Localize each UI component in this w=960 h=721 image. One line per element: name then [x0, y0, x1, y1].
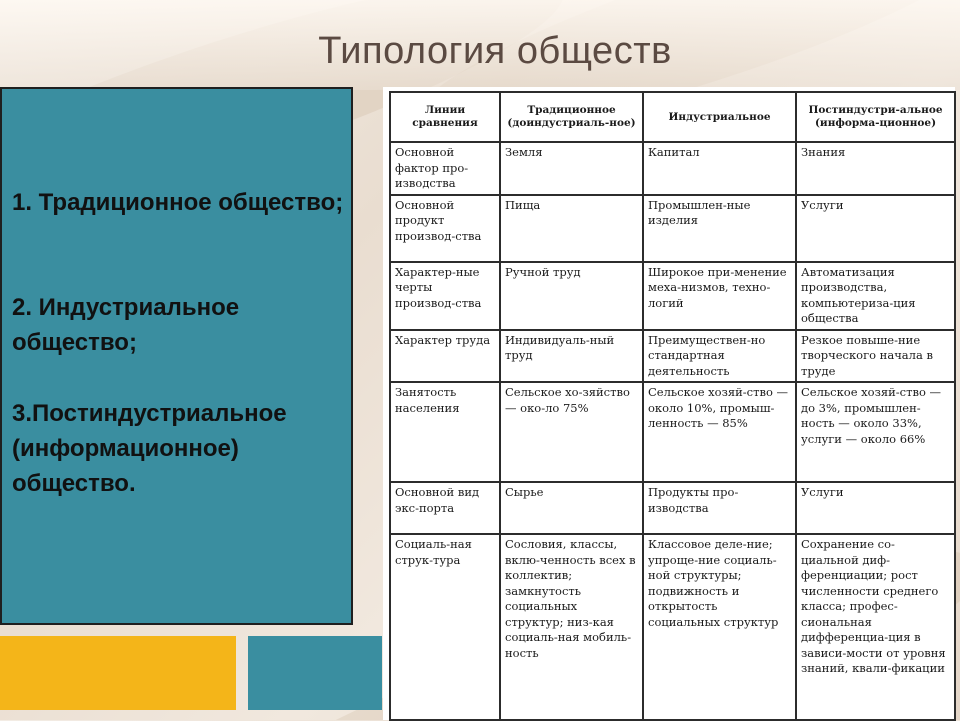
table-cell: Резкое повыше-ние творческого начала в труде — [796, 330, 955, 383]
column-header: Линии сравнения — [390, 92, 500, 142]
decorative-orange-block — [0, 636, 236, 710]
table-cell: Промышлен-ные изделия — [643, 195, 796, 262]
table-cell: Знания — [796, 142, 955, 195]
comparison-table-container — [383, 87, 955, 720]
table-cell: Услуги — [796, 195, 955, 262]
column-header: Постиндустри-альное (информа-ционное) — [796, 92, 955, 142]
table-cell: Сырье — [500, 482, 643, 534]
table-cell: Сельское хозяй-ство — около 10%, промыш-ленность — 85% — [643, 382, 796, 482]
table-cell: Земля — [500, 142, 643, 195]
table-cell: Характер-ные черты производ-ства — [390, 262, 500, 330]
table-cell: Индивидуаль-ный труд — [500, 330, 643, 383]
table-header-row — [390, 92, 955, 142]
table-cell: Ручной труд — [500, 262, 643, 330]
table-cell: Сохранение со-циальной диф-ференциации; рост численности среднего класса; профес-сиональная дифференциа-ция в зависи-мости от уровня знаний, квали-фикации — [796, 534, 955, 720]
table-cell: Автоматизация производства, компьютериза-ция общества — [796, 262, 955, 330]
table-cell: Основной вид экс-порта — [390, 482, 500, 534]
table-cell: Пища — [500, 195, 643, 262]
table-cell: Классовое деле-ние; упроще-ние социаль-ной структуры; подвижность и открытость социальных структур — [643, 534, 796, 720]
column-header: Индустриальное — [643, 92, 796, 142]
table-cell: Занятость населения — [390, 382, 500, 482]
table-row — [390, 382, 955, 482]
table-cell: Капитал — [643, 142, 796, 195]
list-item: 2. Индустриальное общество; — [12, 294, 240, 356]
society-types-panel — [0, 87, 353, 625]
list-item: 3.Постиндустриальное (информационное) общество. — [12, 400, 287, 497]
table-row — [390, 330, 955, 383]
table-cell: Основной фактор про-изводства — [390, 142, 500, 195]
table-cell: Основной продукт производ-ства — [390, 195, 500, 262]
column-header: Традиционное (доиндустриаль-ное) — [500, 92, 643, 142]
table-cell: Сельское хо-зяйство — око-ло 75% — [500, 382, 643, 482]
comparison-table — [389, 91, 956, 721]
table-row — [390, 482, 955, 534]
table-row — [390, 142, 955, 195]
table-cell: Характер труда — [390, 330, 500, 383]
decorative-teal-block — [248, 636, 382, 710]
list-item: 1. Традиционное общество; — [12, 189, 344, 216]
table-cell: Услуги — [796, 482, 955, 534]
table-cell: Продукты про-изводства — [643, 482, 796, 534]
table-cell: Сословия, классы, вклю-ченность всех в коллектив; замкнутость социальных структур; низ-кая социаль-ная мобиль-ность — [500, 534, 643, 720]
slide-title: Типология обществ — [318, 30, 672, 72]
table-row — [390, 195, 955, 262]
table-row — [390, 534, 955, 720]
table-cell: Широкое при-менение меха-низмов, техно-логий — [643, 262, 796, 330]
table-cell: Преимуществен-но стандартная деятельность — [643, 330, 796, 383]
table-row — [390, 262, 955, 330]
table-cell: Социаль-ная струк-тура — [390, 534, 500, 720]
table-cell: Сельское хозяй-ство — до 3%, промышлен-ность — около 33%, услуги — около 66% — [796, 382, 955, 482]
